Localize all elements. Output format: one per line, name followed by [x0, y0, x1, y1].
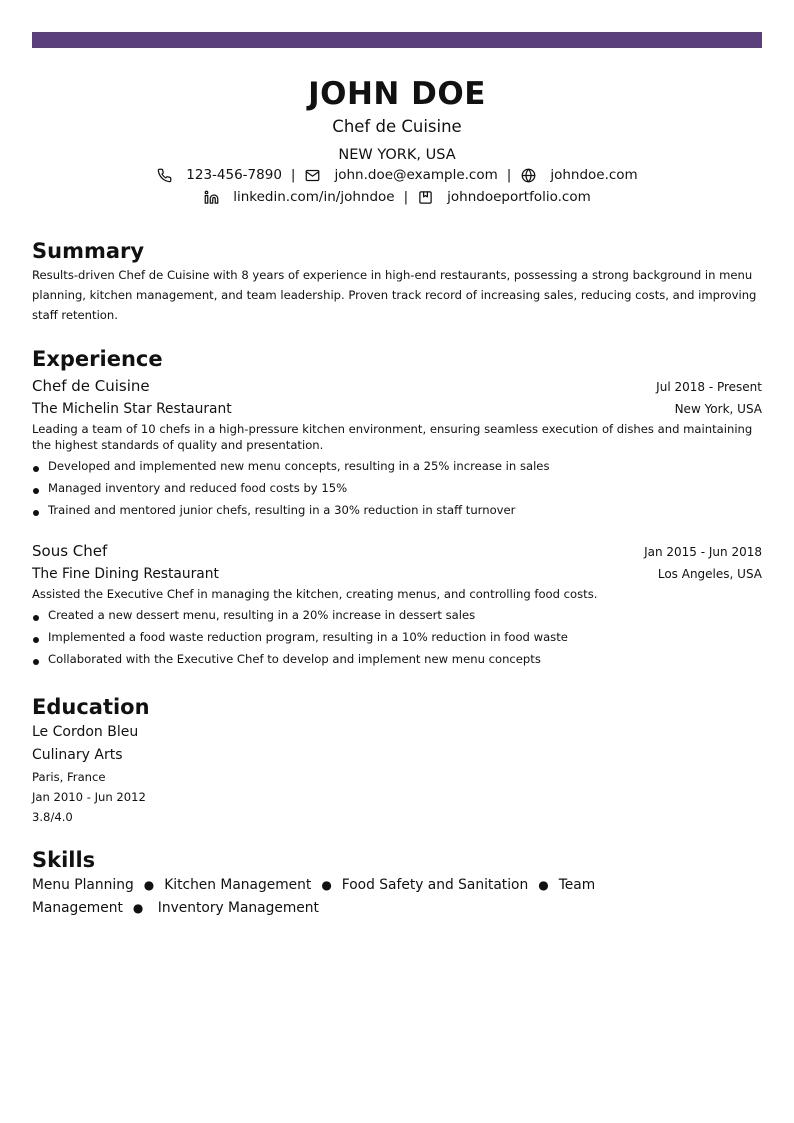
- candidate-location: NEW YORK, USA: [338, 147, 456, 163]
- education-school: Le Cordon Bleu: [32, 724, 139, 740]
- separator: |: [290, 167, 296, 183]
- job-dates: Jul 2018 - Present: [656, 380, 762, 394]
- phone-text: 123-456-7890: [186, 167, 282, 183]
- candidate-name: JOHN DOE: [308, 76, 486, 112]
- linkedin-link[interactable]: linkedin.com/in/johndoe: [233, 189, 395, 205]
- bullet-dot-icon: ●: [321, 878, 332, 892]
- phone-item: [156, 165, 282, 185]
- bookmark-icon: [417, 189, 433, 205]
- email-item[interactable]: [304, 165, 497, 185]
- education-degree: Culinary Arts: [32, 747, 123, 763]
- job-entry: [32, 540, 762, 670]
- education-gpa: 3.8/4.0: [32, 810, 73, 824]
- portfolio-link[interactable]: johndoeportfolio.com: [447, 189, 591, 205]
- email-link[interactable]: john.doe@example.com: [334, 167, 498, 183]
- bullet-dot-icon: ●: [538, 878, 549, 892]
- candidate-headline: Chef de Cuisine: [332, 117, 462, 136]
- job-entry: [32, 375, 762, 521]
- summary-text: Results-driven Chef de Cuisine with 8 years of experience in high-end restaurants, possessing a strong background in menu planning, kitchen management, and team leadership. Proven track record of increasing sales, reducing costs, and improving staff retention.: [32, 268, 757, 322]
- skill-item: Kitchen Management: [164, 877, 312, 893]
- list-item: Developed and implemented new menu concepts, resulting in a 25% increase in sales: [32, 455, 762, 477]
- job-description: Leading a team of 10 chefs in a high-pressure kitchen environment, ensuring seamless execution of dishes and maintaining the highest standards of quality and presentation.: [32, 422, 753, 452]
- phone-icon: [156, 167, 172, 183]
- job-dates: Jan 2015 - Jun 2018: [644, 545, 762, 559]
- skills-heading: Skills: [32, 848, 96, 872]
- portfolio-item[interactable]: [417, 187, 591, 207]
- bullet-dot-icon: ●: [132, 901, 144, 915]
- separator: |: [403, 189, 409, 205]
- skill-item: Menu Planning: [32, 877, 134, 893]
- linkedin-icon: [203, 189, 219, 205]
- job-title: Sous Chef: [32, 542, 108, 560]
- experience-heading: Experience: [32, 347, 163, 371]
- list-item: Implemented a food waste reduction program, resulting in a 10% reduction in food waste: [32, 626, 762, 648]
- bullet-dot-icon: ●: [143, 878, 155, 892]
- separator: |: [506, 167, 512, 183]
- job-bullets: [32, 455, 762, 521]
- education-dates: Jan 2010 - Jun 2012: [32, 790, 146, 804]
- mail-icon: [304, 167, 320, 183]
- summary-heading: Summary: [32, 239, 145, 263]
- list-item: Collaborated with the Executive Chef to develop and implement new menu concepts: [32, 648, 762, 670]
- contact-row-1: [32, 164, 762, 186]
- resume-page: [32, 32, 762, 920]
- skill-item: Inventory Management: [157, 900, 319, 916]
- globe-icon: [520, 167, 536, 183]
- job-company: The Fine Dining Restaurant: [32, 566, 219, 582]
- education-heading: Education: [32, 695, 150, 719]
- job-bullets: [32, 604, 762, 670]
- contact-row-2: [32, 186, 762, 208]
- job-location: New York, USA: [674, 402, 762, 416]
- list-item: Managed inventory and reduced food costs by 15%: [32, 477, 762, 499]
- skill-item: Team Management: [32, 877, 596, 916]
- website-link[interactable]: johndoe.com: [550, 167, 638, 183]
- skill-item: Food Safety and Sanitation: [341, 877, 529, 893]
- education-location: Paris, France: [32, 770, 106, 784]
- job-company: The Michelin Star Restaurant: [32, 401, 232, 417]
- linkedin-item[interactable]: [203, 187, 394, 207]
- list-item: Created a new dessert menu, resulting in a 20% increase in dessert sales: [32, 604, 762, 626]
- accent-bar: [32, 32, 762, 48]
- job-description: Assisted the Executive Chef in managing the kitchen, creating menus, and controlling food costs.: [32, 587, 598, 601]
- job-title: Chef de Cuisine: [32, 377, 150, 395]
- skills-list: [32, 874, 652, 920]
- website-item[interactable]: [520, 165, 637, 185]
- list-item: Trained and mentored junior chefs, resulting in a 30% reduction in staff turnover: [32, 499, 762, 521]
- job-location: Los Angeles, USA: [657, 567, 762, 581]
